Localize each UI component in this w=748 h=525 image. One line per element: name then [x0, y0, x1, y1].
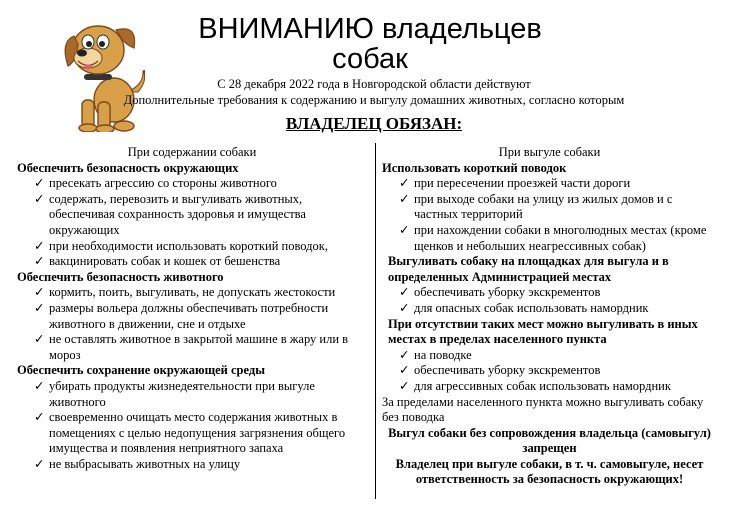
- check-icon: ✓: [399, 191, 410, 206]
- list-item: ✓ для опасных собак использовать намордник: [399, 300, 649, 315]
- check-icon: ✓: [34, 456, 45, 471]
- check-icon: ✓: [34, 238, 45, 253]
- list-item: ✓ на поводке: [399, 347, 472, 362]
- check-icon: ✓: [34, 410, 45, 425]
- outside-settlement-text: За пределами населенного пункта можно выгуливать собаку без поводка: [382, 394, 704, 425]
- list-item: ✓ пресекать агрессию со стороны животного: [34, 176, 277, 191]
- check-icon: ✓: [399, 222, 410, 237]
- keeping-heading: При содержании собаки: [127, 145, 257, 159]
- list-item: ✓ не оставлять животное в закрытой машине в жару или в мороз: [34, 332, 349, 362]
- list-item: ✓ при выходе собаки на улицу из жилых домов и с частных территорий: [399, 191, 673, 222]
- list-item: ✓ размеры вольера должны обеспечивать потребности животного в движении, сне и отдыхе: [34, 300, 329, 331]
- check-icon: ✓: [399, 285, 410, 300]
- list-item: ✓ своевременно очищать место содержания животных в помещениях с целью недопущения загрязнения общего имущества и появления неприятного запаха: [34, 410, 346, 456]
- list-item: ✓ обеспечивать уборку экскрементов: [399, 285, 601, 300]
- keeping-column: [17, 145, 367, 472]
- list-item: ✓ содержать, перевозить и выгуливать животных, обеспечивая сохранность здоровья и имущества окружающих: [34, 191, 306, 237]
- list-item: ✓ кормить, поить, выгуливать, не допускать жестокости: [34, 285, 336, 300]
- check-icon: ✓: [399, 176, 410, 191]
- owner-responsibility: Владелец при выгуле собаки, в т. ч. самовыгуле, несет ответственность за безопасность окружающих!: [395, 456, 704, 487]
- section-title: При отсутствии таких мест можно выгуливать в иных местах в пределах населенного пункта: [388, 316, 698, 347]
- check-icon: ✓: [34, 378, 45, 393]
- list-item: ✓ при необходимости использовать короткий поводок,: [34, 238, 328, 253]
- check-icon: ✓: [399, 347, 410, 362]
- section-title: Использовать короткий поводок: [382, 160, 567, 175]
- list-item: ✓ при нахождении собаки в многолюдных местах (кроме щенков и небольших неагрессивных собак): [399, 222, 707, 253]
- section-title: Обеспечить безопасность животного: [17, 269, 224, 284]
- list-item: ✓ при пересечении проезжей части дороги: [399, 176, 631, 191]
- check-icon: ✓: [34, 176, 45, 191]
- subtitle-line2: Дополнительные требования к содержанию и выгулу домашних животных, согласно которым: [123, 93, 625, 107]
- page-title-line1: ВНИМАНИЮ владельцев: [198, 13, 542, 45]
- self-walking-ban: Выгул собаки без сопровождения владельца (самовыгул) запрещен: [388, 425, 711, 456]
- list-item: ✓ не выбрасывать животных на улицу: [34, 456, 241, 471]
- owner-obliged-heading: ВЛАДЕЛЕЦ ОБЯЗАН:: [285, 114, 463, 133]
- check-icon: ✓: [34, 254, 45, 269]
- walking-heading: При выгуле собаки: [498, 145, 601, 159]
- section-title: Обеспечить сохранение окружающей среды: [17, 363, 265, 378]
- check-icon: ✓: [34, 285, 45, 300]
- list-item: ✓ вакцинировать собак и кошек от бешенства: [34, 254, 281, 269]
- list-item: ✓ убирать продукты жизнедеятельности при выгуле животного: [34, 378, 315, 409]
- check-icon: ✓: [34, 300, 45, 315]
- check-icon: ✓: [399, 300, 410, 315]
- list-item: ✓ обеспечивать уборку экскрементов: [399, 363, 601, 378]
- column-divider: [375, 143, 376, 499]
- check-icon: ✓: [399, 378, 410, 393]
- list-item: ✓ для агрессивных собак использовать намордник: [399, 378, 671, 393]
- subtitle-line1: С 28 декабря 2022 года в Новгородской области действуют: [217, 77, 531, 91]
- section-title: Выгуливать собаку на площадках для выгула и в определенных Администрацией местах: [388, 254, 669, 284]
- check-icon: ✓: [34, 332, 45, 347]
- section-title: Обеспечить безопасность окружающих: [17, 160, 239, 175]
- walking-column: [382, 145, 717, 488]
- page-title-line2: собак: [332, 43, 408, 75]
- check-icon: ✓: [34, 191, 45, 206]
- check-icon: ✓: [399, 363, 410, 378]
